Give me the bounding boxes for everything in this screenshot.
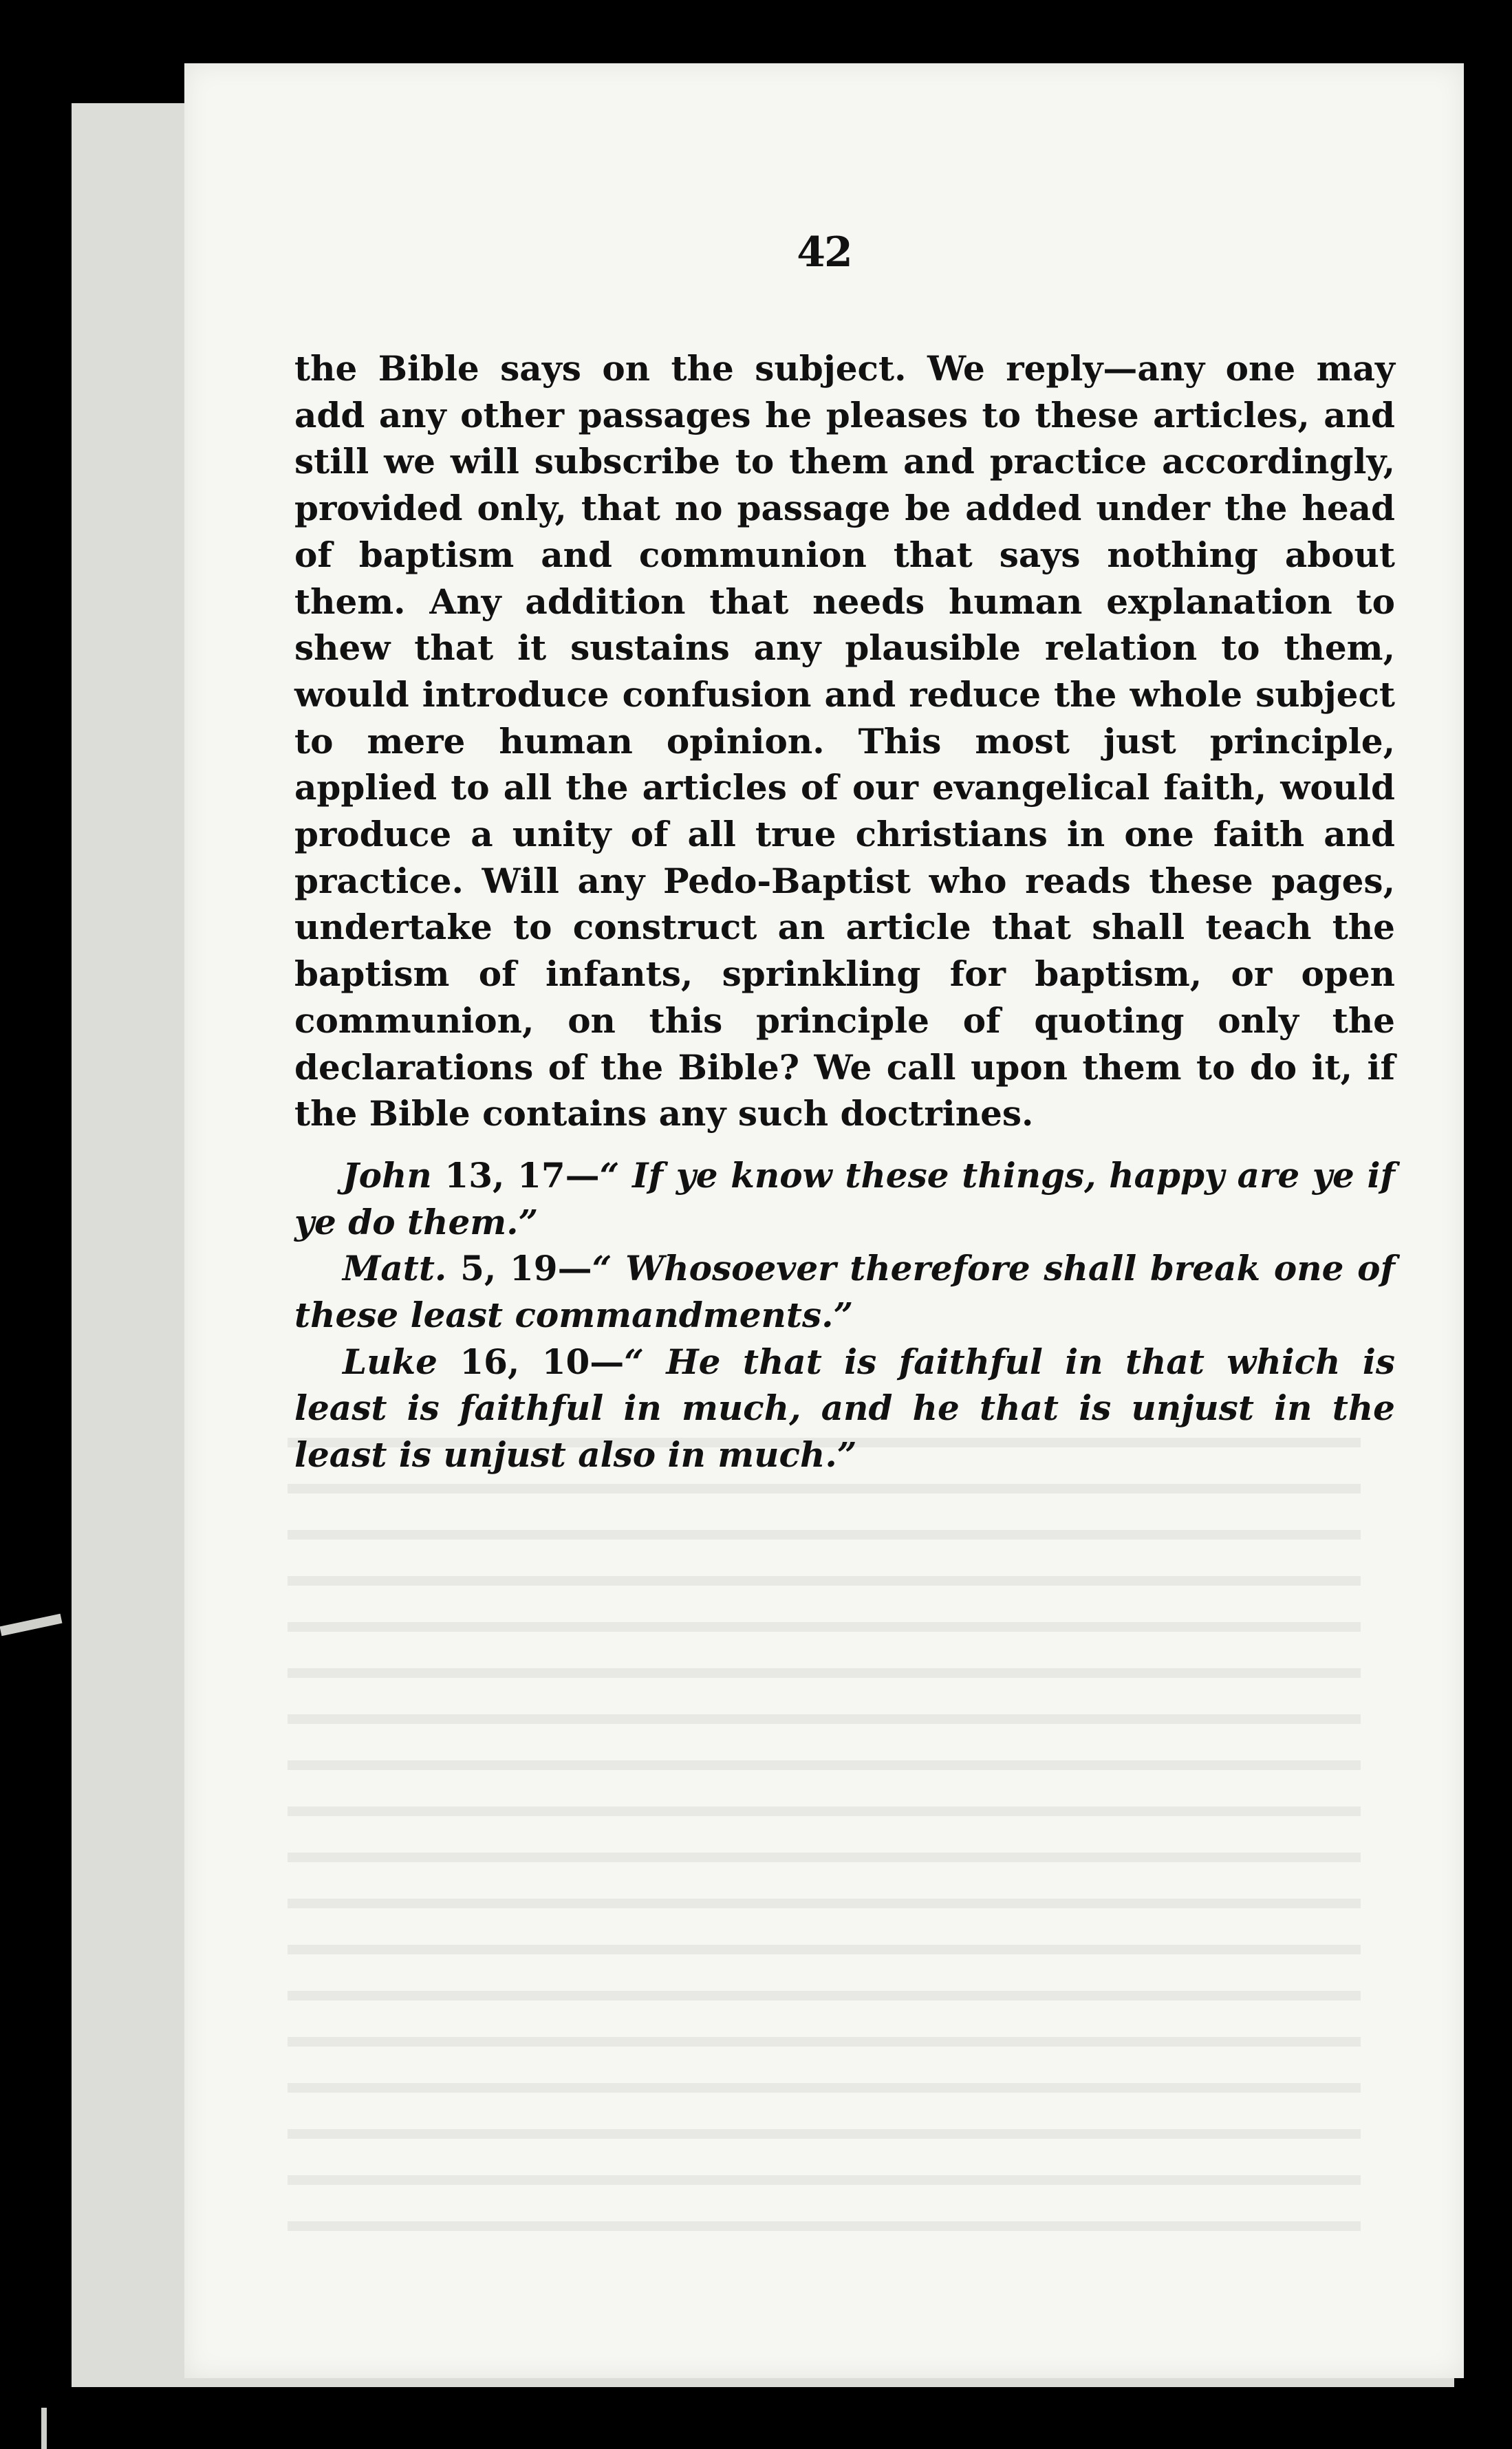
quote-text: “ If ye know these things, happy are ye if ye do them.” [294,1154,1395,1242]
quote-reference: John [343,1154,432,1196]
quote-verse: 16, 10— [437,1341,625,1382]
edge-mark [0,1614,62,1636]
quote-reference: Matt. [343,1248,447,1289]
body-paragraph: the Bible says on the subject. We reply—any one may add any other passages he pleases to these articles, and still we will subscribe to them and practice accordingly, provided only, that no passage be added under the head of baptism and communion that says nothing about them. Any addition that needs human explanation to shew that it sustains any plausible relation to them, would introduce confusion and reduce the whole subject to mere human opinion. This most just principle, applied to all the articles of our evangelical faith, would produce a unity of all true christians in one faith and practice. Will any Pedo-Baptist who reads these pages, undertake to construct an article that shall teach the baptism of infants, sprinkling for baptism, or open communion, on this principle of quoting only the declarations of the Bible? We call upon them to do it, if the Bible contains any such doctrines. [294,348,1395,1134]
quote-text: “ He that is faithful in that which is least is faithful in much, and he that is unjust in the least is unjust also in much.” [294,1341,1395,1476]
quote-verse: 13, 17— [431,1154,600,1196]
edge-mark [41,2408,47,2449]
bleed-through-text [288,1412,1361,2251]
scripture-quote-john [294,1152,1395,1245]
scripture-quote-luke [294,1339,1395,1478]
quote-verse: 5, 19— [446,1248,592,1289]
page-body [294,345,1395,1478]
book-page [184,63,1464,2378]
quote-text: “ Whosoever therefore shall break one of these least commandments.” [294,1248,1396,1336]
quote-reference: Luke [343,1341,438,1382]
scripture-quote-matthew [294,1245,1395,1338]
page-number: 42 [797,228,852,277]
